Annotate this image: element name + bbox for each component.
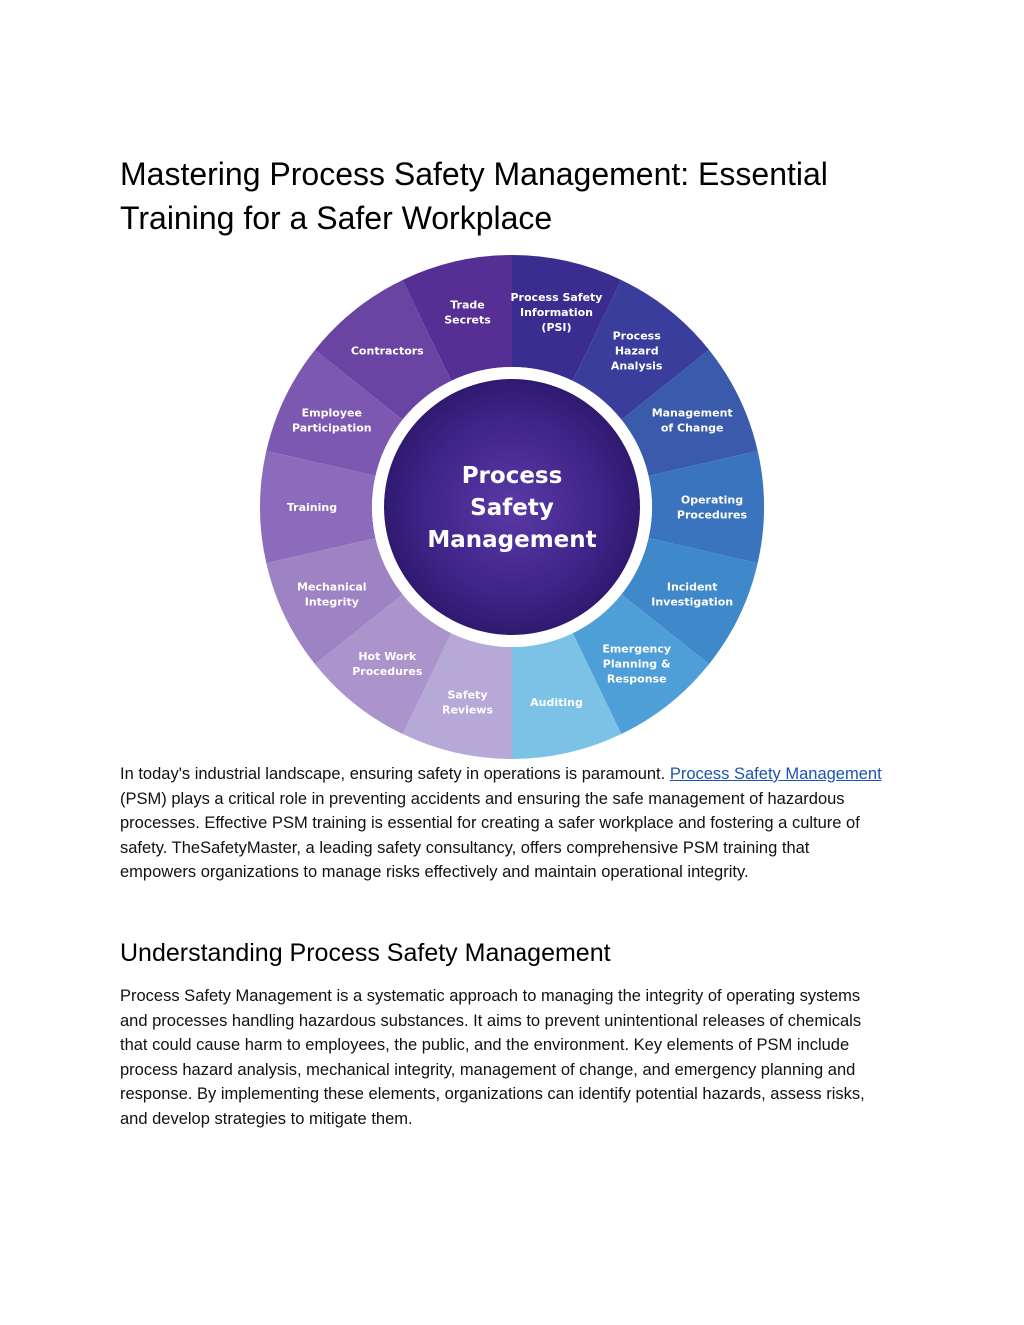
segment-label-line: Mechanical — [297, 580, 367, 594]
segment-label — [287, 501, 337, 514]
segment-label-line: Emergency — [602, 642, 672, 656]
segment-label — [602, 642, 671, 685]
hub-label-line: Safety — [470, 495, 554, 521]
segment-label-line: Hazard — [614, 344, 659, 358]
segment-label-line: Information — [520, 306, 594, 320]
section-heading: Understanding Process Safety Management — [120, 939, 611, 967]
segment-label-line: Procedures — [676, 508, 748, 522]
segment-label-line: Integrity — [304, 595, 359, 609]
segment-label-line: Analysis — [610, 359, 663, 373]
segment-label-line: Process Safety — [510, 291, 603, 305]
segment-label-line: Secrets — [444, 313, 491, 327]
section-paragraph: Process Safety Management is a systematic approach to managing the integrity of operating systems and processes handling hazardous substances. It aims to prevent unintentional releases of chemicals that could cause harm to employees, the public, and the environment. Key elements of PSM include process hazard analysis, mechanical integrity, management of change, and emergency planning and response. By implementing these elements, organizations can identify potential hazards, assess risks, and develop strategies to mitigate them. — [120, 987, 865, 1128]
segment-label-line: Incident — [666, 580, 718, 594]
segment-label — [611, 330, 663, 373]
segment-label-line: Investigation — [651, 595, 734, 609]
psm-wheel-svg — [257, 252, 767, 762]
segment-label-line: Training — [286, 501, 338, 514]
intro-paragraph — [120, 762, 890, 885]
segment-label-line: Trade — [450, 298, 485, 312]
segment-label-line: Employee — [301, 406, 362, 420]
page-title: Mastering Process Safety Management: Essential Training for a Safer Workplace — [120, 156, 828, 236]
segment-label-line: Auditing — [530, 695, 583, 709]
hub-label-line: Process — [461, 463, 563, 489]
psm-link[interactable]: Process Safety Management — [669, 765, 882, 783]
segment-label — [530, 696, 583, 709]
intro-text-before-link: In today's industrial landscape, ensuring safety in operations is paramount. — [120, 765, 670, 783]
segment-label-line: Contractors — [350, 344, 424, 358]
segment-label-line: Management — [651, 406, 733, 420]
segment-label-line: of Change — [660, 421, 724, 435]
segment-label-line: Procedures — [352, 664, 423, 678]
segment-label-line: Planning & — [602, 657, 671, 671]
segment-label-line: Operating — [680, 493, 744, 507]
psm-wheel-diagram — [257, 252, 767, 762]
segment-label-line: Participation — [291, 421, 372, 435]
segment-label — [351, 345, 424, 358]
segment-label-line: (PSI) — [541, 321, 572, 335]
segment-label-line: Process — [612, 329, 661, 343]
segment-label-line: Safety — [447, 688, 488, 702]
intro-text-after-link: (PSM) plays a critical role in preventing accidents and ensuring the safe management of hazardous processes. Effective PSM training is essential for creating a safer workplace and fostering a culture of safety. TheSafetyMaster, a leading safety consultancy, offers comprehensive PSM training that empowers organizations to manage risks effectively and maintain operational integrity. — [120, 789, 860, 881]
segment-label-line: Reviews — [441, 703, 494, 717]
segment-label-line: Hot Work — [358, 649, 417, 663]
segment-label-line: Response — [606, 672, 667, 686]
hub-label-line: Management — [427, 527, 597, 553]
